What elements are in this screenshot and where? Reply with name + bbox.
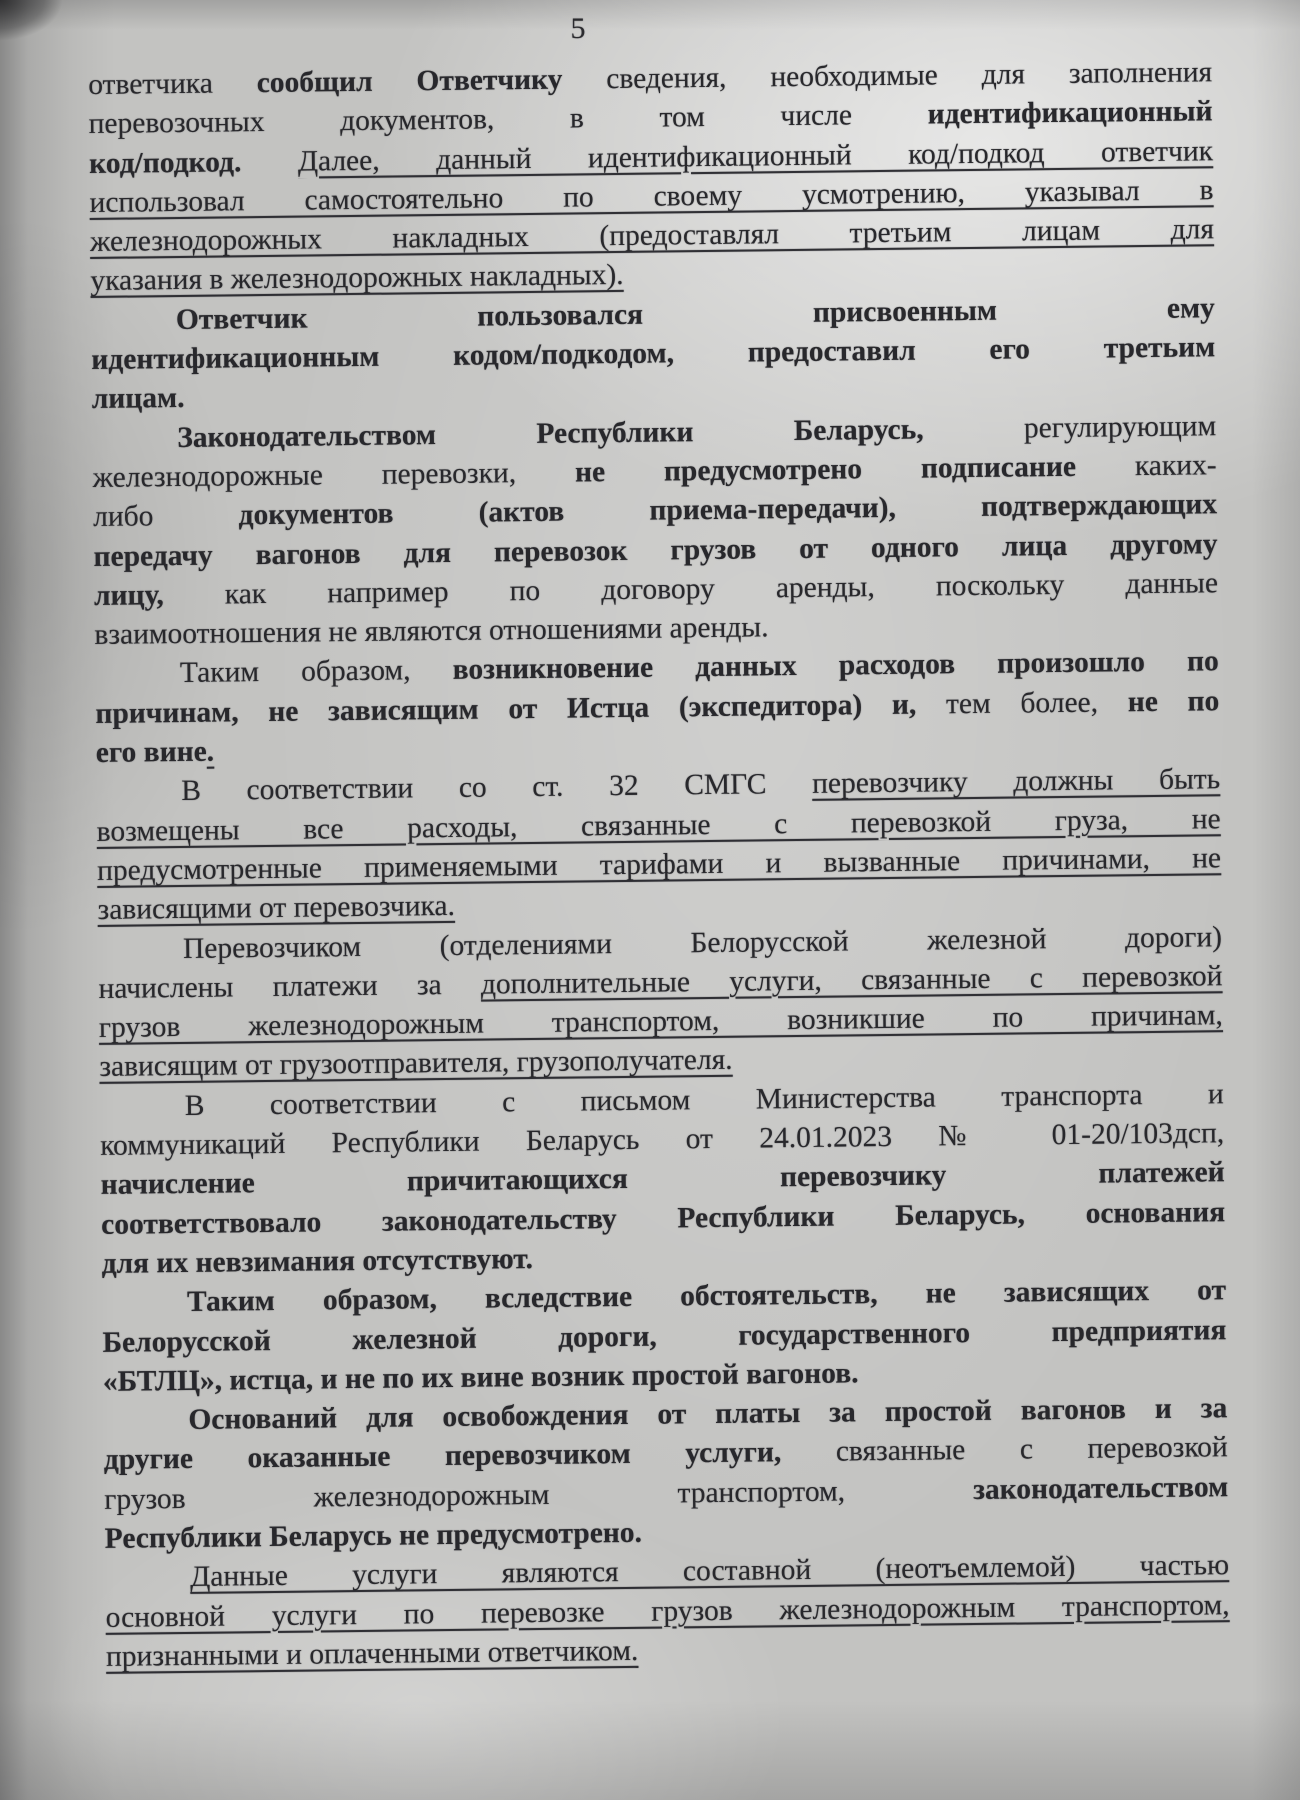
text-segment: Перевозчиком (отделениями Белорусской железной дороги) xyxy=(182,920,1223,965)
text-segment: указания в железнодорожных накладных). xyxy=(90,259,624,298)
text-segment: железнодорожных накладных (предоставлял третьим лицам для xyxy=(89,213,1215,259)
text-segment: начисление причитающихся перевозчику платежей xyxy=(100,1156,1225,1202)
text-segment: передачу вагонов для перевозок грузов от одного лица другому xyxy=(93,527,1218,573)
text-segment: Таким образом, xyxy=(179,654,453,690)
text-segment: ответчика xyxy=(88,67,257,101)
text-segment: Белорусской железной дороги, государственного предприятия xyxy=(102,1313,1227,1359)
paragraph xyxy=(105,1546,1230,1677)
text-segment: документов (актов приема-передачи), подтверждающих xyxy=(238,488,1218,532)
text-segment: другие оказанные перевозчиком услуги, xyxy=(103,1435,837,1477)
paragraph xyxy=(103,1389,1229,1559)
text-segment: каких- xyxy=(1134,449,1217,483)
text-segment: лицам. xyxy=(91,382,185,416)
text-segment: не предусмотрено подписание xyxy=(574,450,1136,489)
paragraph xyxy=(88,53,1215,302)
text-segment: либо xyxy=(92,499,239,534)
text-segment: дополнительные услуги, связанные с перевозкой xyxy=(480,960,1223,1001)
text-segment: зависящими от перевозчика. xyxy=(97,890,456,927)
text-segment: Законодательством Республики Беларусь, xyxy=(177,412,1025,454)
text-segment: не по xyxy=(1127,684,1220,718)
text-segment: для их невзимания отсутствуют. xyxy=(101,1242,534,1280)
text-segment: законодательством xyxy=(972,1470,1229,1506)
text-segment: Оснований для освобождения от платы за простой вагонов и за xyxy=(188,1392,1228,1437)
text-segment: предусмотренные применяемыми тарифами и вызванные причинами, не xyxy=(96,842,1222,887)
paragraph xyxy=(95,643,1220,774)
text-segment: коммуникаций Республики Беларусь от 24.01.2023 № 01-20/103дсп, xyxy=(100,1117,1225,1162)
paragraph xyxy=(92,407,1219,656)
paragraph xyxy=(100,1075,1226,1284)
text-segment: возникновение данных расходов произошло по xyxy=(452,645,1220,687)
text-segment: тем более, xyxy=(945,685,1128,721)
text-segment: идентификационный xyxy=(927,95,1213,131)
text-segment: сведения, необходимые для заполнения xyxy=(562,56,1213,96)
text-segment: железнодорожные перевозки, xyxy=(92,456,576,494)
text-segment: В соответствии со ст. 32 СМГС xyxy=(181,768,813,808)
text-segment: Данные услуги являются составной (неотъемлемой) частью xyxy=(189,1549,1230,1594)
text-segment: перевозочных документов, в том числе xyxy=(88,98,928,141)
text-segment: грузов железнодорожным транспортом, xyxy=(104,1473,974,1516)
text-segment: лицу, xyxy=(93,578,226,612)
text-segment: идентификационным кодом/подкодом, предоставил его третьим xyxy=(91,331,1216,377)
text-segment: Республики Беларусь не предусмотрено. xyxy=(104,1516,643,1555)
text-segment: . xyxy=(206,735,215,768)
text-segment: взаимоотношения не являются отношениями аренды. xyxy=(94,611,769,652)
text-segment: Ответчик пользовался присвоенным ему xyxy=(175,292,1215,336)
text-segment: возмещены все расходы, связанные с перевозкой груза, не xyxy=(96,802,1221,848)
text-segment: соответствовало законодательству Республики Беларусь, основания xyxy=(100,1195,1226,1241)
text-segment: регулирующим xyxy=(1023,409,1217,445)
text-segment: грузов железнодорожным транспортом, возникшие по причинам, xyxy=(98,999,1224,1045)
text-segment: код/подкод. xyxy=(88,145,299,180)
text-segment: зависящим от грузоотправителя, грузополучателя. xyxy=(99,1044,733,1084)
paragraph xyxy=(91,289,1216,420)
text-segment: Таким образом, вследствие обстоятельств, не зависящих от xyxy=(186,1274,1227,1319)
text-segment: В соответствии с письмом Министерства транспорта и xyxy=(184,1077,1224,1122)
text-segment: Далее, данный идентификационный код/подкод ответчик xyxy=(297,134,1214,178)
text-segment: признанными и оплаченными ответчиком. xyxy=(105,1634,639,1673)
page-number: 5 xyxy=(570,12,586,45)
text-segment: «БТЛЦ», истца, и не по их вине возник простой вагонов. xyxy=(102,1357,859,1398)
text-segment: причинам, не зависящим от Истца (экспедитора) и, xyxy=(95,688,947,730)
text-segment: основной услуги по перевозке грузов железнодорожным транспортом, xyxy=(105,1588,1230,1634)
text-segment: начислены платежи за xyxy=(98,968,482,1005)
text-segment: использовал самостоятельно по своему усмотрению, указывал в xyxy=(89,174,1214,219)
paragraph xyxy=(102,1271,1227,1402)
paragraph xyxy=(96,761,1222,931)
text-segment: как например по договору аренды, поскольку данные xyxy=(224,567,1219,611)
text-segment: перевозчику должны быть xyxy=(811,763,1221,801)
text-segment: сообщил Ответчику xyxy=(256,63,563,100)
document-text xyxy=(88,53,1230,1677)
text-segment: его вине xyxy=(95,735,207,770)
text-segment: связанные с перевозкой xyxy=(835,1431,1228,1468)
paragraph xyxy=(98,918,1224,1088)
